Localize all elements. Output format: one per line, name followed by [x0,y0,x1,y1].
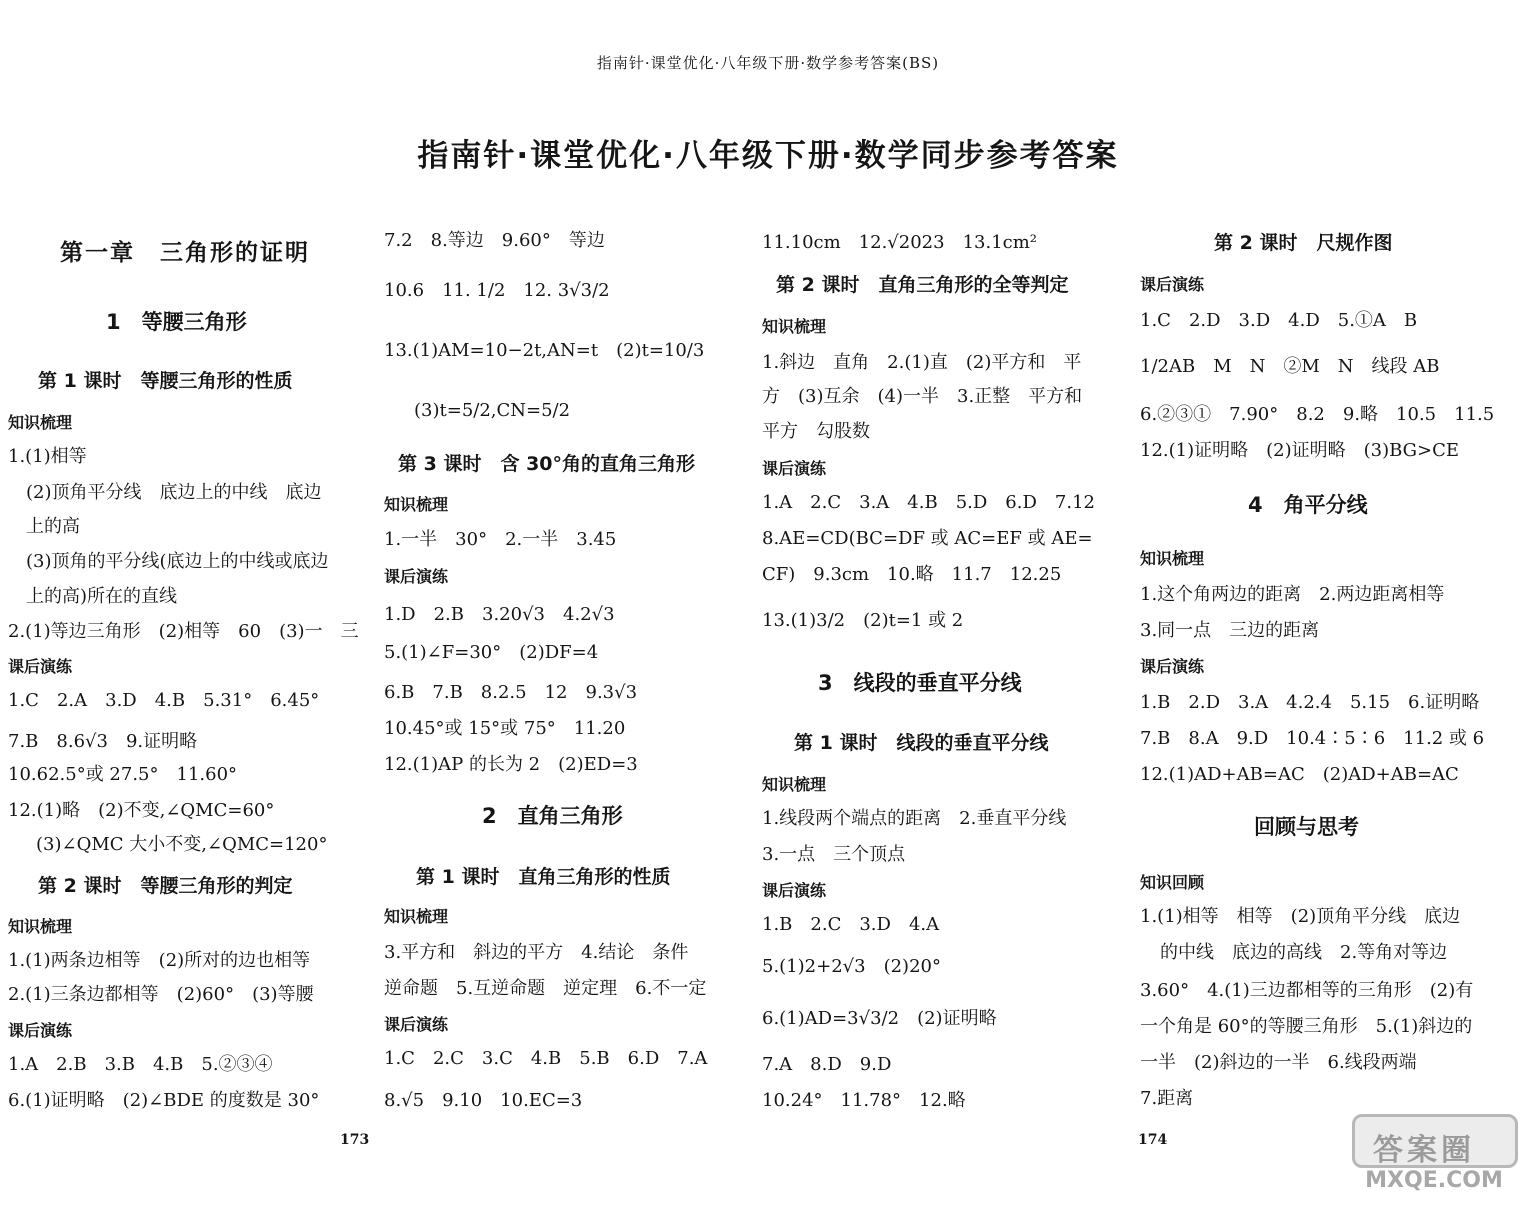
answer-line: 6.②③① 7.90° 8.2 9.略 10.5 11.5 [1140,404,1495,425]
answer-line: 12.(1)证明略 (2)证明略 (3)BG>CE [1140,440,1460,461]
answer-line: 1/2AB M N ②M N 线段 AB [1140,356,1440,377]
answer-line: 3.平方和 斜边的平方 4.结论 条件 [384,942,689,963]
answer-line: (3)∠QMC 大小不变,∠QMC=120° [36,834,328,855]
watermark-logo [1352,1114,1518,1168]
lesson-heading: 第 1 课时 等腰三角形的性质 [38,370,293,392]
answer-line: 逆命题 5.互逆命题 逆定理 6.不一定 [384,978,707,999]
watermark-url: MXQE.COM [1365,1168,1503,1193]
lesson-heading: 第 2 课时 尺规作图 [1214,232,1393,254]
answer-line: 5.(1)2+2√3 (2)20° [762,956,941,977]
answer-line: 8.√5 9.10 10.EC=3 [384,1090,583,1111]
answer-line: 6.B 7.B 8.2.5 12 9.3√3 [384,682,638,703]
answer-line: 11.10cm 12.√2023 13.1cm² [762,232,1038,253]
answer-line: 8.AE=CD(BC=DF 或 AC=EF 或 AE= [762,528,1093,549]
answer-line: (2)顶角平分线 底边上的中线 底边 [26,482,322,503]
answer-line: 1.(1)相等 [8,446,87,467]
answer-line: 12.(1)AP 的长为 2 (2)ED=3 [384,754,638,775]
page-number-left: 173 [340,1132,370,1148]
answer-line: 12.(1)略 (2)不变,∠QMC=60° [8,800,275,821]
answer-line: 上的高 [26,516,80,537]
subsection-label: 课后演练 [762,459,827,478]
subsection-label: 课后演练 [384,567,449,586]
answer-line: 1.一半 30° 2.一半 3.45 [384,529,617,550]
answer-line: 10.62.5°或 27.5° 11.60° [8,764,238,785]
subsection-label: 知识回顾 [1140,873,1205,892]
subsection-label: 知识梳理 [1140,549,1205,568]
answer-line: 2.(1)三条边都相等 (2)60° (3)等腰 [8,984,314,1005]
answer-line: (3)t=5/2,CN=5/2 [414,400,571,421]
running-head: 指南针·课堂优化·八年级下册·数学参考答案(BS) [596,54,940,72]
lesson-heading: 第 1 课时 直角三角形的性质 [416,866,671,888]
answer-line: 1.斜边 直角 2.(1)直 (2)平方和 平 [762,352,1082,373]
answer-line: 1.C 2.D 3.D 4.D 5.①A B [1140,310,1418,331]
lesson-heading: 第 2 课时 等腰三角形的判定 [38,875,293,897]
lesson-heading: 第 1 课时 线段的垂直平分线 [794,732,1049,754]
answer-line: 10.6 11. 1/2 12. 3√3/2 [384,280,610,301]
subsection-label: 课后演练 [762,881,827,900]
answer-line: 7.B 8.6√3 9.证明略 [8,731,198,752]
section-heading: 4 角平分线 [1248,493,1368,517]
answer-line: (3)顶角的平分线(底边上的中线或底边 [26,551,329,572]
subsection-label: 课后演练 [8,657,73,676]
answer-line: 1.A 2.B 3.B 4.B 5.②③④ [8,1054,273,1075]
answer-line: 13.(1)AM=10−2t,AN=t (2)t=10/3 [384,340,705,361]
section-heading: 3 线段的垂直平分线 [818,671,1022,695]
answer-line: 1.D 2.B 3.20√3 4.2√3 [384,604,615,625]
answer-line: 10.45°或 15°或 75° 11.20 [384,718,626,739]
section-heading: 1 等腰三角形 [106,310,247,334]
subsection-label: 课后演练 [1140,657,1205,676]
answer-line: 上的高)所在的直线 [26,586,178,607]
page-number-right: 174 [1138,1132,1168,1148]
answer-line: 6.(1)证明略 (2)∠BDE 的度数是 30° [8,1090,320,1111]
watermark [1346,1112,1522,1200]
answer-line: 1.(1)两条边相等 (2)所对的边也相等 [8,950,311,971]
answer-line: 10.24° 11.78° 12.略 [762,1090,966,1111]
answer-line: 7.B 8.A 9.D 10.4∶5∶6 11.2 或 6 [1140,728,1485,749]
answer-line: 7.2 8.等边 9.60° 等边 [384,230,605,251]
answer-line: 12.(1)AD+AB=AC (2)AD+AB=AC [1140,764,1459,785]
answer-line: 1.线段两个端点的距离 2.垂直平分线 [762,808,1067,829]
subsection-label: 知识梳理 [762,775,827,794]
page-title: 指南针·课堂优化·八年级下册·数学同步参考答案 [417,138,1119,174]
subsection-label: 知识梳理 [384,495,449,514]
answer-line: 一个角是 60°的等腰三角形 5.(1)斜边的 [1140,1016,1473,1037]
answer-line: 1.C 2.A 3.D 4.B 5.31° 6.45° [8,690,320,711]
answer-line: 1.B 2.C 3.D 4.A [762,914,940,935]
subsection-label: 知识梳理 [8,917,73,936]
answer-line: 一半 (2)斜边的一半 6.线段两端 [1140,1052,1417,1073]
lesson-heading: 第 2 课时 直角三角形的全等判定 [776,274,1069,296]
subsection-label: 课后演练 [8,1021,73,1040]
answer-line: 1.C 2.C 3.C 4.B 5.B 6.D 7.A [384,1048,708,1069]
section-heading: 回顾与思考 [1254,815,1359,839]
answer-line: 7.A 8.D 9.D [762,1054,892,1075]
answer-line: 平方 勾股数 [762,421,870,442]
subsection-label: 知识梳理 [762,317,827,336]
answer-line: 的中线 底边的高线 2.等角对等边 [1160,942,1448,963]
answer-line: 2.(1)等边三角形 (2)相等 60 (3)一 三 [8,621,359,642]
answer-line: 1.(1)相等 相等 (2)顶角平分线 底边 [1140,906,1461,927]
answer-line: 7.距离 [1140,1088,1194,1109]
chapter-heading: 第一章 三角形的证明 [60,239,310,266]
answer-line: 1.B 2.D 3.A 4.2.4 5.15 6.证明略 [1140,692,1480,713]
section-heading: 2 直角三角形 [482,804,623,828]
answer-line: CF) 9.3cm 10.略 11.7 12.25 [762,564,1062,585]
answer-line: 3.60° 4.(1)三边都相等的三角形 (2)有 [1140,980,1474,1001]
answer-line: 13.(1)3/2 (2)t=1 或 2 [762,610,964,631]
subsection-label: 课后演练 [1140,275,1205,294]
answer-line: 1.这个角两边的距离 2.两边距离相等 [1140,584,1445,605]
watermark-text: 答案圈 [1373,1133,1475,1168]
answer-line: 3.同一点 三边的距离 [1140,620,1320,641]
lesson-heading: 第 3 课时 含 30°角的直角三角形 [398,453,696,475]
answer-line: 1.A 2.C 3.A 4.B 5.D 6.D 7.12 [762,492,1095,513]
answer-line: 5.(1)∠F=30° (2)DF=4 [384,642,599,663]
subsection-label: 课后演练 [384,1015,449,1034]
subsection-label: 知识梳理 [384,907,449,926]
answer-line: 6.(1)AD=3√3/2 (2)证明略 [762,1008,997,1029]
answer-line: 3.一点 三个顶点 [762,844,906,865]
answer-line: 方 (3)互余 (4)一半 3.正整 平方和 [762,386,1083,407]
subsection-label: 知识梳理 [8,413,73,432]
